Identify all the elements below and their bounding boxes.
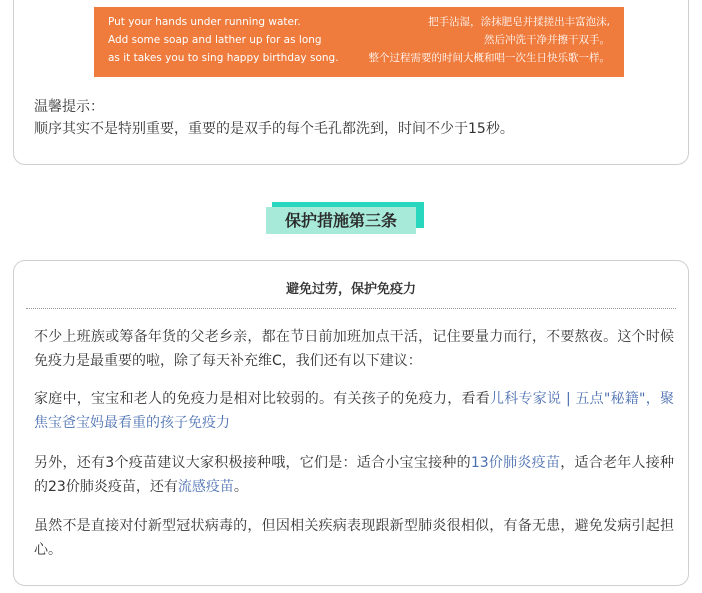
banner-en-line: Put your hands under running water. [108,16,301,28]
handwashing-banner [94,7,624,77]
article-link-pediatric[interactable]: 儿科专家说 | 五点"秘籍"，聚焦宝爸宝妈最看重的孩子免疫力 [34,391,674,431]
banner-chinese-text [369,13,611,67]
measure-card [13,260,689,586]
tip-text: 顺序其实不是特别重要，重要的是双手的每个毛孔都洗到，时间不少于15秒。 [34,121,514,137]
tip-label: 温馨提示： [34,99,104,115]
paragraph-text: 。 [233,479,248,495]
paragraph-vaccines [34,451,674,499]
link-flu-vaccine[interactable]: 流感疫苗 [177,479,234,495]
paragraph-text: ，适合老年人接种的23价肺炎疫苗，还有 [34,455,674,495]
banner-zh-line: 然后冲洗干净并擦干双手。 [484,34,610,46]
paragraph-prevention: 虽然不是直接对付新型冠状病毒的，但因相关疾病表现跟新型肺炎很相似，有备无患，避免发病引起担心。 [34,518,674,558]
banner-en-line: Add some soap and lather up for as long [108,34,322,46]
paragraph-immunity [34,387,674,435]
banner-en-line: as it takes you to sing happy birthday song. [108,52,339,64]
tip-block [34,96,514,140]
paragraph-text: 另外，还有3个疫苗建议大家积极接种哦，它们是：适合小宝宝接种的 [34,455,471,471]
banner-zh-line: 把手沾湿，涂抹肥皂并揉搓出丰富泡沫, [428,16,610,28]
section-heading-title: 保护措施第三条 [266,207,416,234]
banner-zh-line: 整个过程需要的时间大概和唱一次生日快乐歌一样。 [368,52,610,64]
card-subtitle: 避免过劳，保护免疫力 [285,282,416,297]
paragraph-text: 家庭中，宝宝和老人的免疫力是相对比较弱的。有关孩子的免疫力，看看 [34,391,490,407]
top-card [13,0,689,165]
section-heading [266,202,426,234]
dotted-divider [26,308,676,309]
paragraph-overwork: 不少上班族或筹备年货的父老乡亲，都在节日前加班加点干活，记住要量力而行，不要熬夜。这个时候免疫力是最重要的啦，除了每天补充维C，我们还有以下建议： [34,329,674,369]
link-13-valent-vaccine[interactable]: 13价肺炎疫苗 [470,455,561,471]
banner-english-text [108,13,339,67]
